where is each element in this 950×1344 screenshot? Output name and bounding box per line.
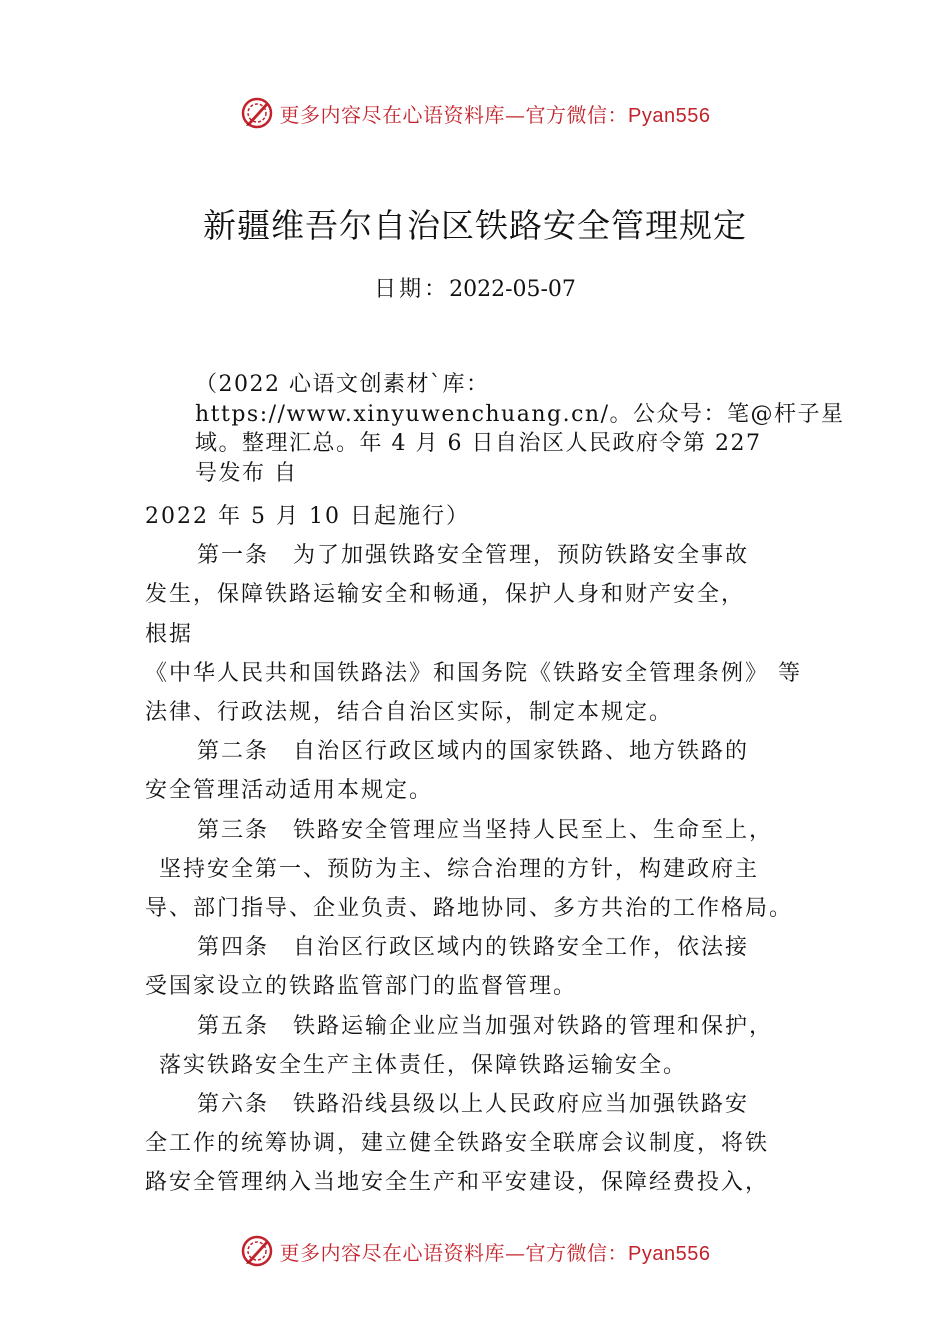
body-line: 发生，保障铁路运输安全和畅通，保护人身和财产安全， [145, 582, 746, 608]
body-line: 2022 年 5 月 10 日起施行） [145, 504, 470, 529]
intro-line: 号发布 自 [195, 460, 298, 486]
banner-text: 更多内容尽在心语资料库—官方微信：Pyan556 [279, 102, 711, 127]
body-line: 全工作的统筹协调，建立健全铁路安全联席会议制度，将铁 [145, 1131, 770, 1157]
document-date [0, 272, 950, 303]
intro-paragraph [195, 370, 845, 488]
body-line: 路安全管理纳入当地安全生产和平安建设，保障经费投入， [145, 1170, 770, 1196]
date-value: 2022-05-07 [449, 277, 576, 302]
article-6-line: 第六条 铁路沿线县级以上人民政府应当加强铁路安 [197, 1092, 750, 1118]
article-3-line: 第三条 铁路安全管理应当坚持人民至上、生命至上， [197, 817, 774, 843]
date-label: 日期： [374, 277, 450, 302]
article-5-line: 第五条 铁路运输企业应当加强对铁路的管理和保护， [197, 1013, 774, 1039]
header-banner [0, 93, 950, 133]
body-line: 根据 [145, 621, 194, 647]
intro-line: https://www.xinyuwenchuang.cn/。公众号：笔@杆子星 [195, 401, 845, 427]
banner-text: 更多内容尽在心语资料库—官方微信：Pyan556 [279, 1240, 711, 1265]
body-line: 受国家设立的铁路监管部门的监督管理。 [145, 974, 578, 1000]
wechat-account: Pyan556 [628, 1242, 711, 1265]
body-line: 导、部门指导、企业负责、路地协同、多方共治的工作格局。 [145, 896, 794, 922]
intro-line: （2022 心语文创素材`库： [195, 372, 490, 397]
article-1-line: 第一条 为了加强铁路安全管理，预防铁路安全事故 [197, 543, 750, 569]
article-2-line: 第二条 自治区行政区域内的国家铁路、地方铁路的 [197, 739, 750, 765]
pen-seal-logo-icon [240, 96, 274, 130]
body-line: 落实铁路安全生产主体责任，保障铁路运输安全。 [159, 1052, 688, 1078]
document-body [145, 497, 845, 1203]
article-4-line: 第四条 自治区行政区域内的铁路安全工作，依法接 [197, 935, 750, 961]
body-line: 法律、行政法规，结合自治区实际，制定本规定。 [145, 700, 674, 726]
document-title: 新疆维吾尔自治区铁路安全管理规定 [203, 206, 747, 245]
body-line: 《中华人民共和国铁路法》和国务院《铁路安全管理条例》 等 [145, 660, 802, 686]
body-line: 安全管理活动适用本规定。 [145, 778, 434, 804]
intro-line: 域。整理汇总。年 4 月 6 日自治区人民政府令第 227 [195, 431, 762, 456]
footer-banner [0, 1231, 950, 1271]
body-line: 坚持安全第一、预防为主、综合治理的方针，构建政府主 [159, 856, 760, 882]
pen-seal-logo-icon [240, 1234, 274, 1268]
wechat-account: Pyan556 [628, 104, 711, 127]
